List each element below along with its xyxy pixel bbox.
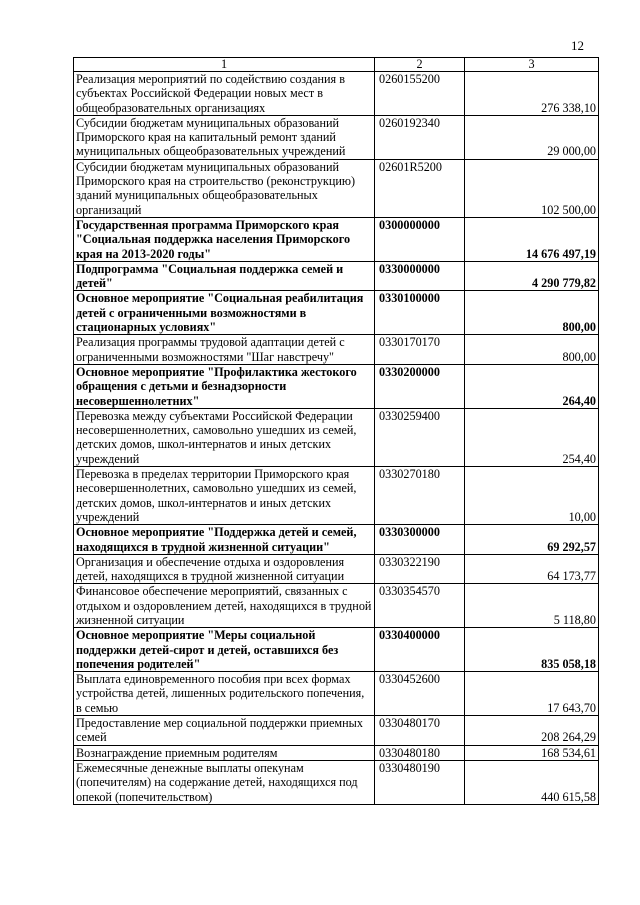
- row-name: Основное мероприятие "Социальная реабилитация детей с ограниченными возможностями в стационарных условиях": [74, 291, 375, 335]
- row-name: Предоставление мер социальной поддержки приемных семей: [74, 716, 375, 746]
- table-row: [74, 760, 599, 804]
- table-row: [74, 525, 599, 555]
- row-code: 0300000000: [375, 217, 465, 261]
- row-name: Финансовое обеспечение мероприятий, связанных с отдыхом и оздоровлением детей, находящихся в трудной жизненной ситуации: [74, 584, 375, 628]
- row-amount: 5 118,80: [465, 584, 599, 628]
- row-code: 0330480190: [375, 760, 465, 804]
- row-amount: 835 058,18: [465, 628, 599, 672]
- row-amount: 208 264,29: [465, 716, 599, 746]
- row-code: 0330170170: [375, 335, 465, 365]
- table-row: [74, 364, 599, 408]
- row-code: 02601R5200: [375, 159, 465, 217]
- row-amount: 14 676 497,19: [465, 217, 599, 261]
- row-amount: 17 643,70: [465, 672, 599, 716]
- row-name: Вознаграждение приемным родителям: [74, 745, 375, 760]
- table-row: [74, 716, 599, 746]
- row-name: Субсидии бюджетам муниципальных образований Приморского края на капитальный ремонт зданий муниципальных общеобразовательных учреждений: [74, 115, 375, 159]
- budget-table: [73, 57, 599, 805]
- row-code: 0330000000: [375, 261, 465, 291]
- row-code: 0330400000: [375, 628, 465, 672]
- row-name: Перевозка в пределах территории Приморского края несовершеннолетних, самовольно ушедших из семей, детских домов, школ-интернатов и иных детских учреждений: [74, 467, 375, 525]
- row-amount: 69 292,57: [465, 525, 599, 555]
- row-code: 0330200000: [375, 364, 465, 408]
- table-row: [74, 745, 599, 760]
- row-amount: 4 290 779,82: [465, 261, 599, 291]
- table-row: [74, 159, 599, 217]
- row-code: 0260155200: [375, 72, 465, 116]
- row-code: 0330480170: [375, 716, 465, 746]
- row-code: 0330100000: [375, 291, 465, 335]
- row-amount: 168 534,61: [465, 745, 599, 760]
- table-row: [74, 291, 599, 335]
- row-amount: 29 000,00: [465, 115, 599, 159]
- row-code: 0330300000: [375, 525, 465, 555]
- row-amount: 264,40: [465, 364, 599, 408]
- table-row: [74, 628, 599, 672]
- table-row: [74, 72, 599, 116]
- row-name: Основное мероприятие "Поддержка детей и семей, находящихся в трудной жизненной ситуации": [74, 525, 375, 555]
- row-name: Ежемесячные денежные выплаты опекунам (попечителям) на содержание детей, находящихся под опекой (попечительством): [74, 760, 375, 804]
- row-name: Подпрограмма "Социальная поддержка семей и детей": [74, 261, 375, 291]
- row-code: 0330259400: [375, 408, 465, 466]
- table-row: [74, 554, 599, 584]
- row-amount: 440 615,58: [465, 760, 599, 804]
- row-name: Реализация программы трудовой адаптации детей с ограниченными возможностями "Шаг навстречу": [74, 335, 375, 365]
- table-row: [74, 467, 599, 525]
- table-row: [74, 672, 599, 716]
- header-col-2: 2: [375, 58, 465, 72]
- row-name: Субсидии бюджетам муниципальных образований Приморского края на строительство (реконструкцию) зданий муниципальных общеобразовательных организаций: [74, 159, 375, 217]
- row-code: 0330480180: [375, 745, 465, 760]
- row-name: Выплата единовременного пособия при всех формах устройства детей, лишенных родительского попечения, в семью: [74, 672, 375, 716]
- header-col-3: 3: [465, 58, 599, 72]
- page-number: 12: [571, 38, 584, 53]
- row-name: Основное мероприятие "Меры социальной поддержки детей-сирот и детей, оставшихся без попечения родителей": [74, 628, 375, 672]
- row-name: Организация и обеспечение отдыха и оздоровления детей, находящихся в трудной жизненной ситуации: [74, 554, 375, 584]
- row-code: 0330270180: [375, 467, 465, 525]
- row-name: Реализация мероприятий по содействию создания в субъектах Российской Федерации новых мест в общеобразовательных организациях: [74, 72, 375, 116]
- row-amount: 276 338,10: [465, 72, 599, 116]
- table-row: [74, 261, 599, 291]
- row-name: Основное мероприятие "Профилактика жестокого обращения с детьми и безнадзорности несовершеннолетних": [74, 364, 375, 408]
- row-code: 0330322190: [375, 554, 465, 584]
- row-amount: 10,00: [465, 467, 599, 525]
- header-col-1: 1: [74, 58, 375, 72]
- row-code: 0330452600: [375, 672, 465, 716]
- table-row: [74, 217, 599, 261]
- row-amount: 102 500,00: [465, 159, 599, 217]
- row-amount: 254,40: [465, 408, 599, 466]
- row-amount: 800,00: [465, 335, 599, 365]
- row-code: 0330354570: [375, 584, 465, 628]
- row-name: Государственная программа Приморского края "Социальная поддержка населения Приморского края на 2013-2020 годы": [74, 217, 375, 261]
- row-code: 0260192340: [375, 115, 465, 159]
- table-row: [74, 115, 599, 159]
- table-row: [74, 584, 599, 628]
- row-amount: 64 173,77: [465, 554, 599, 584]
- row-amount: 800,00: [465, 291, 599, 335]
- table-row: [74, 335, 599, 365]
- header-row: [74, 58, 599, 72]
- table-row: [74, 408, 599, 466]
- row-name: Перевозка между субъектами Российской Федерации несовершеннолетних, самовольно ушедших из семей, детских домов, школ-интернатов и иных детских учреждений: [74, 408, 375, 466]
